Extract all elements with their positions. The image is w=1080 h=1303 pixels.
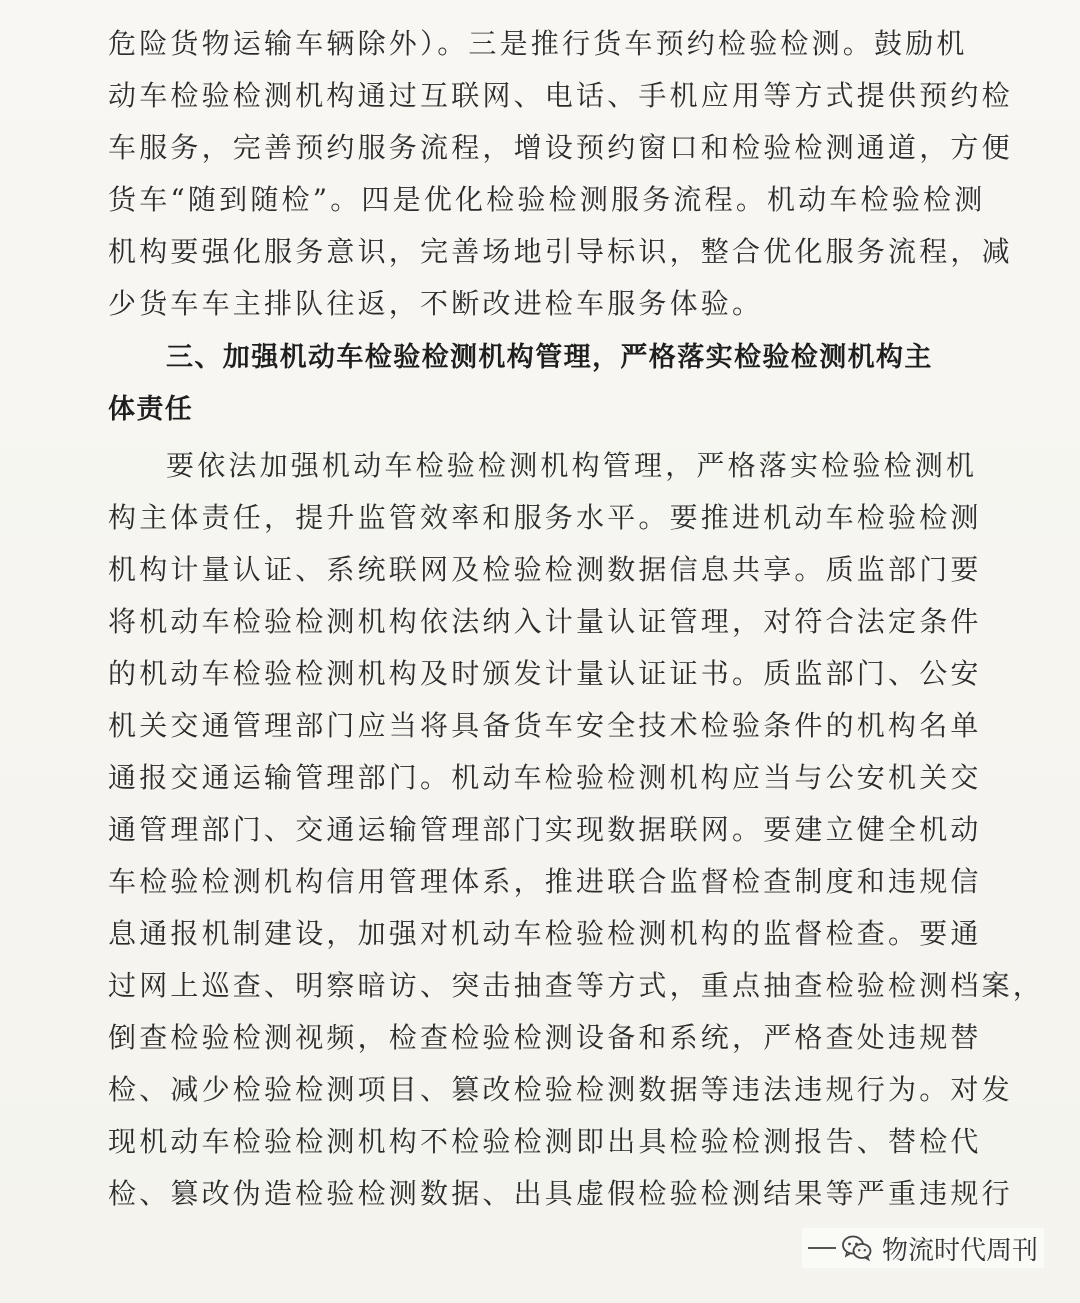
- text-line: 机关交通管理部门应当将具备货车安全技术检验条件的机构名单: [108, 709, 982, 742]
- text-line: 通管理部门、交通运输管理部门实现数据联网。要建立健全机动: [108, 813, 982, 846]
- section-paragraph: [108, 440, 1045, 1220]
- text-line: 构主体责任，提升监管效率和服务水平。要推进机动车检验检测: [108, 501, 982, 534]
- text-line: 要依法加强机动车检验检测机构管理，严格落实检验检测机: [166, 449, 978, 482]
- wechat-icon: [842, 1235, 872, 1261]
- text-line: 少货车车主排队往返，不断改进检车服务体验。: [108, 287, 764, 320]
- text-line: 现机动车检验检测机构不检验检测即出具检验检测报告、替检代: [108, 1125, 982, 1158]
- text-line: 机构要强化服务意识，完善场地引导标识，整合优化服务流程，减: [108, 235, 1013, 268]
- paragraph-continued: [108, 18, 1013, 330]
- text-line: 检、篡改伪造检验检测数据、出具虚假检验检测结果等严重违规行: [108, 1177, 1013, 1210]
- text-line: 过网上巡查、明察暗访、突击抽查等方式，重点抽查检验检测档案，: [108, 969, 1045, 1002]
- section-heading: [108, 332, 933, 436]
- text-line: 将机动车检验检测机构依法纳入计量认证管理，对符合法定条件: [108, 605, 982, 638]
- text-line: 倒查检验检测视频，检查检验检测设备和系统，严格查处违规替: [108, 1021, 982, 1054]
- text-line: 危险货物运输车辆除外）。三是推行货车预约检验检测。鼓励机: [108, 27, 968, 60]
- text-line: 车服务，完善预约服务流程，增设预约窗口和检验检测通道，方便: [108, 131, 1013, 164]
- heading-line: 体责任: [108, 394, 194, 425]
- text-line: 的机动车检验检测机构及时颁发计量认证证书。质监部门、公安: [108, 657, 982, 690]
- source-watermark: [802, 1228, 1044, 1268]
- text-line: 息通报机制建设，加强对机动车检验检测机构的监督检查。要通: [108, 917, 982, 950]
- text-line: 动车检验检测机构通过互联网、电话、手机应用等方式提供预约检: [108, 79, 1013, 112]
- watermark-text: 物流时代周刊: [881, 1235, 1038, 1266]
- text-line: 车检验检测机构信用管理体系，推进联合监督检查制度和违规信: [108, 865, 982, 898]
- text-line: 通报交通运输管理部门。机动车检验检测机构应当与公安机关交: [108, 761, 982, 794]
- heading-line: 三、加强机动车检验检测机构管理，严格落实检验检测机构主: [166, 342, 933, 373]
- text-line: 机构计量认证、系统联网及检验检测数据信息共享。质监部门要: [108, 553, 982, 586]
- text-line: 货车“随到随检”。四是优化检验检测服务流程。机动车检验检测: [108, 183, 986, 216]
- text-line: 检、减少检验检测项目、篡改检验检测数据等违法违规行为。对发: [108, 1073, 1013, 1106]
- watermark-dash: [808, 1247, 836, 1249]
